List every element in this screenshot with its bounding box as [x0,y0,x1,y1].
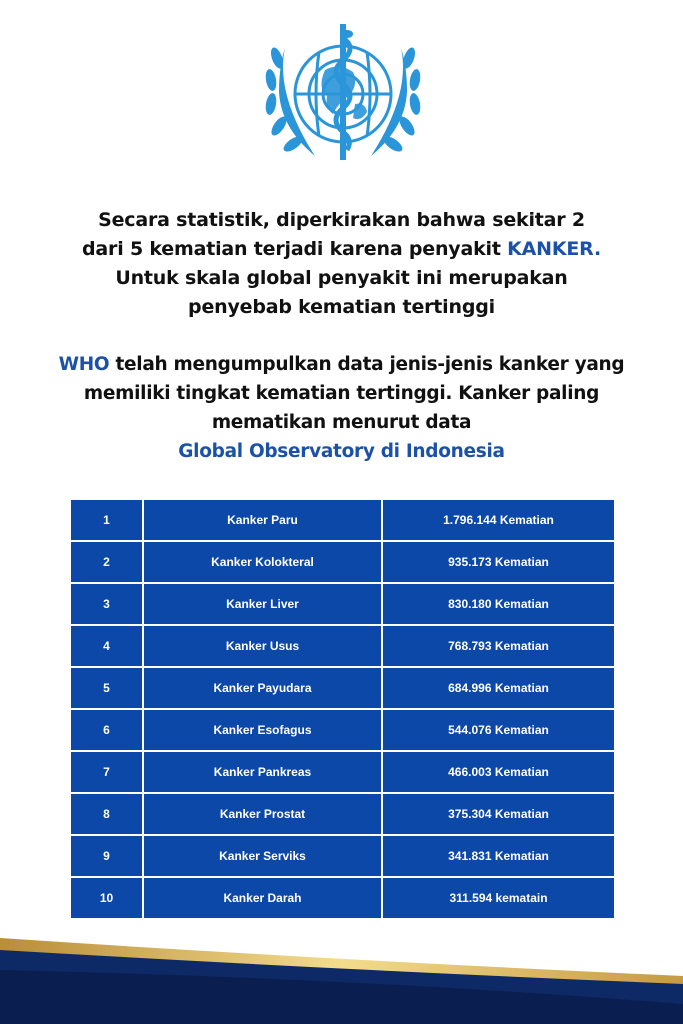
rank-cell: 2 [70,541,143,583]
kanker-highlight: KANKER. [507,238,601,260]
who-paragraph [10,350,673,466]
table-row [70,667,615,709]
who-line-3: mematikan menurut data [211,412,472,433]
intro-line-3: Untuk skala global penyakit ini merupakan [115,267,568,289]
cancer-type-cell: Kanker Liver [143,583,382,625]
rank-cell: 1 [70,499,143,541]
deaths-cell: 375.304 Kematian [382,793,615,835]
rank-cell: 3 [70,583,143,625]
table-row [70,877,615,919]
rank-cell: 8 [70,793,143,835]
deaths-cell: 684.996 Kematian [382,667,615,709]
cancer-type-cell: Kanker Pankreas [143,751,382,793]
who-line-1-text: telah mengumpulkan data jenis-jenis kanker yang [109,354,625,375]
deaths-cell: 466.003 Kematian [382,751,615,793]
cancer-type-cell: Kanker Payudara [143,667,382,709]
table-row [70,625,615,667]
deaths-cell: 311.594 kematain [382,877,615,919]
who-line-2: memiliki tingkat kematian tertinggi. Kanker paling [83,383,600,404]
rank-cell: 10 [70,877,143,919]
intro-line-2 [20,235,663,264]
cancer-type-cell: Kanker Serviks [143,835,382,877]
who-line-1 [10,350,673,379]
intro-line-2-text: dari 5 kematian terjadi karena penyakit [82,238,508,260]
deaths-cell: 544.076 Kematian [382,709,615,751]
table-row [70,583,615,625]
table-row [70,835,615,877]
table-row [70,499,615,541]
global-observatory-label: Global Observatory di Indonesia [178,441,505,462]
intro-paragraph [20,206,663,322]
cancer-type-cell: Kanker Usus [143,625,382,667]
decorative-wave [0,930,683,1024]
rank-cell: 9 [70,835,143,877]
rank-cell: 4 [70,625,143,667]
rank-cell: 7 [70,751,143,793]
intro-line-1: Secara statistik, diperkirakan bahwa sekitar 2 [98,209,585,231]
deaths-cell: 768.793 Kematian [382,625,615,667]
deaths-cell: 830.180 Kematian [382,583,615,625]
cancer-type-cell: Kanker Esofagus [143,709,382,751]
rank-cell: 5 [70,667,143,709]
table-row [70,793,615,835]
cancer-mortality-table [69,498,614,920]
table-row [70,709,615,751]
table-row [70,751,615,793]
deaths-cell: 341.831 Kematian [382,835,615,877]
table-row [70,541,615,583]
rank-cell: 6 [70,709,143,751]
cancer-type-cell: Kanker Darah [143,877,382,919]
who-highlight: WHO [58,354,110,375]
deaths-cell: 1.796.144 Kematian [382,499,615,541]
deaths-cell: 935.173 Kematian [382,541,615,583]
intro-line-4: penyebab kematian tertinggi [188,296,495,318]
cancer-type-cell: Kanker Prostat [143,793,382,835]
cancer-type-cell: Kanker Paru [143,499,382,541]
cancer-type-cell: Kanker Kolokteral [143,541,382,583]
who-emblem-logo [255,18,431,178]
